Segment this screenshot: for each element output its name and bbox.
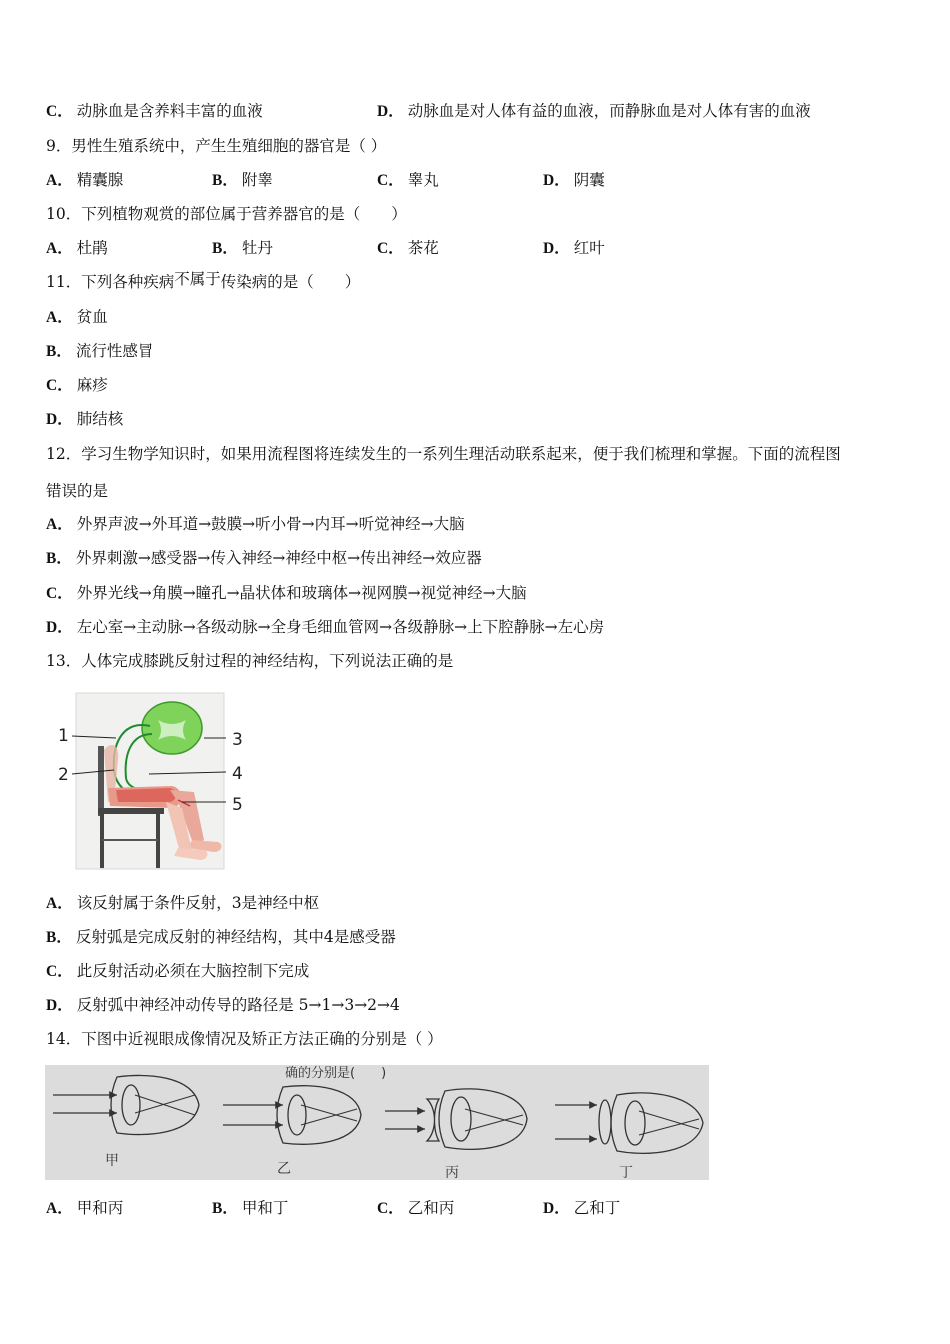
option-key: A． bbox=[46, 1200, 73, 1217]
option-text: 左心室→主动脉→各级动脉→全身毛细血管网→各级静脉→上下腔静脉→左心房 bbox=[76, 618, 605, 636]
q11-option-b bbox=[46, 341, 153, 362]
q11-stem bbox=[46, 272, 360, 292]
option-key: B． bbox=[212, 172, 238, 189]
label-ding: 丁 bbox=[619, 1165, 633, 1180]
stem-emphasis: 不属于 bbox=[174, 270, 221, 288]
q12-stem-line1: 12．学习生物学知识时，如果用流程图将连续发生的一系列生理活动联系起来，便于我们梳理和掌握。下面的流程图 bbox=[46, 445, 841, 463]
option-key: D． bbox=[46, 997, 73, 1014]
option-text: 反射弧中神经冲动传导的路径是 5→1→3→2→4 bbox=[76, 996, 400, 1014]
option-key: D． bbox=[377, 103, 404, 120]
knee-jerk-reflex-figure bbox=[54, 690, 254, 872]
option-text: 肺结核 bbox=[76, 410, 124, 428]
option-text: 睾丸 bbox=[407, 171, 439, 189]
stem-part: 11．下列各种疾病 bbox=[46, 273, 175, 291]
figure-label-3: 3 bbox=[232, 730, 243, 750]
q12-option-a bbox=[46, 514, 465, 535]
option-key: B． bbox=[212, 240, 238, 257]
option-key: C． bbox=[46, 103, 73, 120]
option-text: 红叶 bbox=[573, 239, 605, 257]
q9-option-d bbox=[543, 170, 605, 191]
option-key: B． bbox=[46, 929, 72, 946]
option-text: 贫血 bbox=[76, 308, 108, 326]
option-text: 附睾 bbox=[241, 171, 273, 189]
option-text: 外界光线→角膜→瞳孔→晶状体和玻璃体→视网膜→视觉神经→大脑 bbox=[76, 584, 527, 602]
option-text: 乙和丁 bbox=[573, 1199, 621, 1217]
option-text: 反射弧是完成反射的神经结构，其中4是感受器 bbox=[75, 928, 396, 946]
eye-imaging-figure bbox=[45, 1065, 709, 1180]
q12-option-c bbox=[46, 583, 527, 604]
option-text: 动脉血是对人体有益的血液，而静脉血是对人体有害的血液 bbox=[407, 102, 811, 120]
q13-stem: 13．人体完成膝跳反射过程的神经结构，下列说法正确的是 bbox=[46, 652, 454, 670]
option-text: 阴囊 bbox=[573, 171, 605, 189]
figure-label-2: 2 bbox=[58, 765, 69, 785]
chair-back bbox=[98, 746, 104, 816]
option-key: A． bbox=[46, 309, 73, 326]
q13-option-d bbox=[46, 995, 400, 1016]
chair-seat bbox=[98, 808, 164, 814]
q11-option-d bbox=[46, 409, 123, 430]
q12-stem-line2: 错误的是 bbox=[46, 482, 109, 500]
q14-option-d bbox=[543, 1198, 620, 1219]
q9-option-c bbox=[377, 170, 439, 191]
option-text: 甲和丙 bbox=[76, 1199, 124, 1217]
option-key: D． bbox=[46, 411, 73, 428]
q13-option-a bbox=[46, 893, 319, 914]
option-text: 此反射活动必须在大脑控制下完成 bbox=[76, 962, 310, 980]
q9-stem: 9．男性生殖系统中，产生生殖细胞的器官是（ ） bbox=[46, 137, 387, 155]
option-key: B． bbox=[46, 550, 72, 567]
option-key: D． bbox=[46, 619, 73, 636]
q10-stem: 10．下列植物观赏的部位属于营养器官的是（ ） bbox=[46, 205, 407, 223]
q13-option-c bbox=[46, 961, 309, 982]
option-key: D． bbox=[543, 1200, 570, 1217]
option-key: C． bbox=[46, 963, 73, 980]
option-text: 杜鹃 bbox=[76, 239, 108, 257]
label-yi: 乙 bbox=[277, 1161, 291, 1177]
option-key: B． bbox=[46, 343, 72, 360]
q11-option-a bbox=[46, 307, 108, 328]
q10-option-a bbox=[46, 238, 108, 259]
option-text: 牡丹 bbox=[241, 239, 273, 257]
q14-option-a bbox=[46, 1198, 123, 1219]
option-text: 茶花 bbox=[407, 239, 439, 257]
option-text: 动脉血是含养料丰富的血液 bbox=[76, 102, 263, 120]
q10-option-d bbox=[543, 238, 605, 259]
option-key: C． bbox=[46, 377, 73, 394]
q9-option-a bbox=[46, 170, 123, 191]
option-key: B． bbox=[212, 1200, 238, 1217]
figure-background bbox=[45, 1065, 709, 1180]
option-key: C． bbox=[377, 240, 404, 257]
option-text: 流行性感冒 bbox=[75, 342, 154, 360]
option-key: C． bbox=[377, 1200, 404, 1217]
q10-option-c bbox=[377, 238, 439, 259]
figure-header-text: 确的分别是( ) bbox=[285, 1066, 387, 1081]
option-key: A． bbox=[46, 240, 73, 257]
q14-option-b bbox=[212, 1198, 288, 1219]
figure-label-1: 1 bbox=[58, 726, 69, 746]
figure-label-5: 5 bbox=[232, 795, 243, 815]
q8-option-d bbox=[377, 101, 811, 122]
thigh-muscle bbox=[116, 788, 176, 802]
option-text: 乙和丙 bbox=[407, 1199, 455, 1217]
label-bing: 丙 bbox=[445, 1165, 459, 1180]
label-jia: 甲 bbox=[105, 1153, 119, 1169]
q13-option-b bbox=[46, 927, 396, 948]
q14-stem: 14．下图中近视眼成像情况及矫正方法正确的分别是（ ） bbox=[46, 1030, 443, 1048]
option-key: A． bbox=[46, 172, 73, 189]
option-text: 该反射属于条件反射，3是神经中枢 bbox=[76, 894, 320, 912]
q14-option-c bbox=[377, 1198, 454, 1219]
option-key: D． bbox=[543, 240, 570, 257]
q8-option-c bbox=[46, 101, 263, 122]
q9-option-b bbox=[212, 170, 273, 191]
q12-option-d bbox=[46, 617, 604, 638]
stem-part: 传染病的是（ ） bbox=[220, 273, 361, 291]
option-text: 外界声波→外耳道→鼓膜→听小骨→内耳→听觉神经→大脑 bbox=[76, 515, 465, 533]
option-key: C． bbox=[377, 172, 404, 189]
option-key: D． bbox=[543, 172, 570, 189]
q12-option-b bbox=[46, 548, 482, 569]
figure-label-4: 4 bbox=[232, 764, 243, 784]
option-text: 麻疹 bbox=[76, 376, 108, 394]
option-text: 外界刺激→感受器→传入神经→神经中枢→传出神经→效应器 bbox=[75, 549, 482, 567]
option-text: 甲和丁 bbox=[241, 1199, 289, 1217]
option-text: 精囊腺 bbox=[76, 171, 124, 189]
q11-option-c bbox=[46, 375, 108, 396]
q10-option-b bbox=[212, 238, 273, 259]
option-key: C． bbox=[46, 585, 73, 602]
option-key: A． bbox=[46, 516, 73, 533]
option-key: A． bbox=[46, 895, 73, 912]
